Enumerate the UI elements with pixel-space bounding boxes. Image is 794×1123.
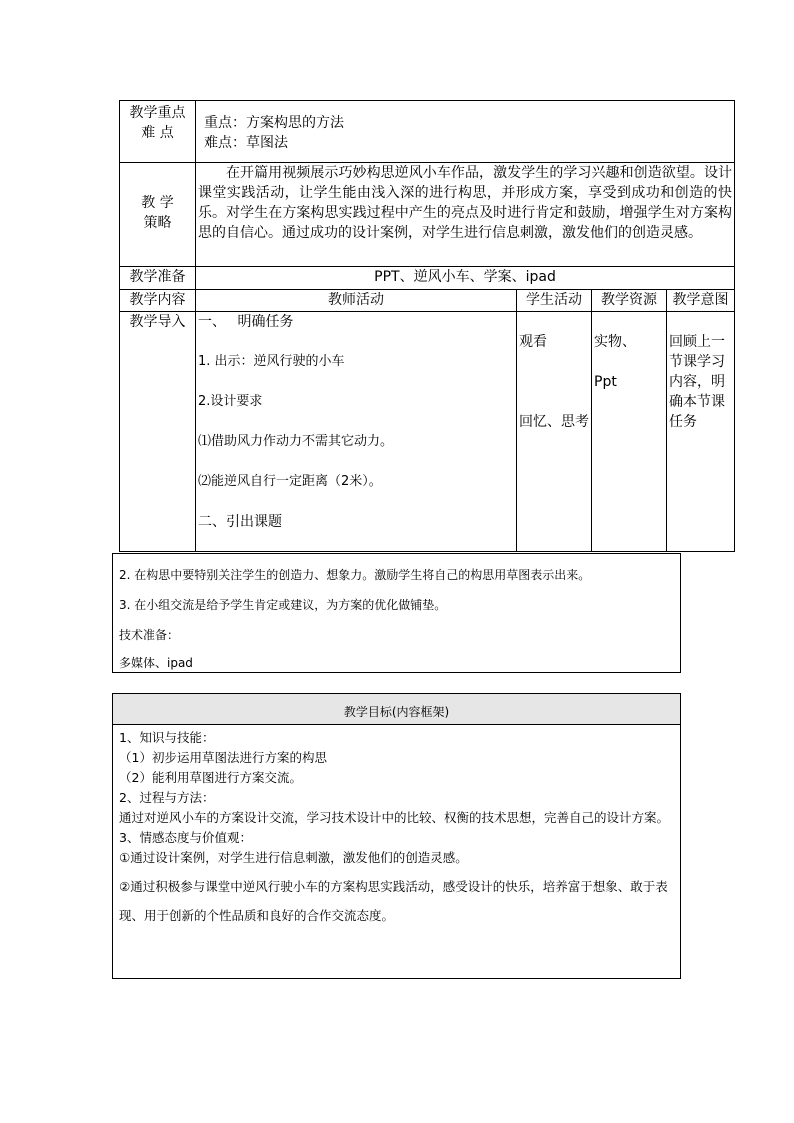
teacher-line-5: ⑵能逆风自行一定距离（2米）。 [198, 474, 382, 489]
intro-teacher-cell [196, 312, 517, 552]
teacher-line-1: 一、 明确任务 [198, 314, 294, 330]
header-teacher: 教师活动 [196, 290, 517, 312]
student-line-1: 观看 [519, 334, 547, 350]
teacher-line-4: ⑴借助风力作动力不需其它动力。 [198, 434, 394, 449]
objective-line-7: ①通过设计案例，对学生进行信息刺激，激发他们的创造灵感。 [119, 850, 468, 865]
objective-line-4: 2、过程与方法： [119, 790, 215, 805]
strategy-text: 在开篇用视频展示巧妙构思逆风小车作品，激发学生的学习兴趣和创造欲望。设计课堂实践活动，让学生能由浅入深的进行构思，并形成方案，享受到成功和创造的快乐。对学生在方案构思实践过程中产生的亮点及时进行肯定和鼓励，增强学生对方案构思的自信心。通过成功的设计案例，对学生进行信息刺激，激发他们的创造灵感。 [198, 165, 732, 241]
objective-line-1: 1、知识与技能： [119, 730, 215, 745]
notes-line-4: 多媒体、ipad [119, 656, 193, 670]
prep-row [120, 267, 735, 290]
prep-value: PPT、逆风小车、学案、ipad [196, 267, 735, 290]
focus-row [120, 101, 735, 163]
header-intent: 教学意图 [667, 290, 735, 312]
teacher-line-6: 二、引出课题 [198, 514, 282, 530]
focus-label-2: 难 点 [141, 125, 174, 141]
notes-line-1: 2. 在构思中要特别关注学生的创造力、想象力。激励学生将自己的构思用草图表示出来。 [119, 568, 591, 582]
resource-line-1: 实物、 [594, 334, 636, 350]
intro-resource-cell [592, 312, 667, 552]
header-resource: 教学资源 [592, 290, 667, 312]
lesson-plan-table [119, 100, 735, 552]
intent-text: 回顾上一节课学习内容，明确本节课任务 [669, 334, 725, 430]
objectives-body [113, 725, 680, 930]
objective-line-8: ②通过积极参与课堂中逆风行驶小车的方案构思实践活动，感受设计的快乐，培养富于想象、敢于表现、用于创新的个性品质和良好的合作交流态度。 [119, 879, 668, 923]
objective-line-5: 通过对逆风小车的方案设计交流，学习技术设计中的比较、权衡的技术思想，完善自己的设计方案。 [119, 810, 670, 825]
intro-student-cell [517, 312, 592, 552]
intro-row [120, 312, 735, 552]
resource-line-2: Ppt [594, 374, 617, 390]
objective-line-2: （1）初步运用草图法进行方案的构思 [119, 750, 327, 765]
header-student: 学生活动 [517, 290, 592, 312]
notes-line-3: 技术准备： [119, 628, 180, 642]
strategy-row [120, 163, 735, 267]
focus-content-cell [196, 101, 735, 163]
strategy-label-cell [120, 163, 196, 267]
strategy-label-1: 教 学 [141, 195, 174, 211]
intro-intent-cell [667, 312, 735, 552]
prep-label: 教学准备 [120, 267, 196, 290]
focus-label-1: 教学重点 [129, 105, 186, 121]
notes-line-2: 3. 在小组交流是给予学生肯定或建议，为方案的优化做铺垫。 [119, 598, 447, 612]
objective-line-3: （2）能利用草图进行方案交流。 [119, 770, 302, 785]
notes-box [112, 553, 681, 673]
difficulty: 难点：草图法 [204, 135, 288, 151]
student-line-2: 回忆、思考 [519, 414, 589, 430]
strategy-content-cell [196, 163, 735, 267]
objectives-title: 教学目标(内容框架) [113, 694, 680, 725]
teacher-line-2: 1. 出示：逆风行驶的小车 [198, 354, 345, 369]
header-content: 教学内容 [120, 290, 196, 312]
objectives-box [112, 693, 681, 979]
header-row [120, 290, 735, 312]
key-point: 重点：方案构思的方法 [204, 115, 344, 131]
strategy-label-2: 策略 [143, 215, 172, 231]
intro-label: 教学导入 [120, 312, 196, 552]
teacher-line-3: 2.设计要求 [198, 394, 263, 409]
focus-label-cell [120, 101, 196, 163]
objective-line-6: 3、情感态度与价值观： [119, 830, 252, 845]
